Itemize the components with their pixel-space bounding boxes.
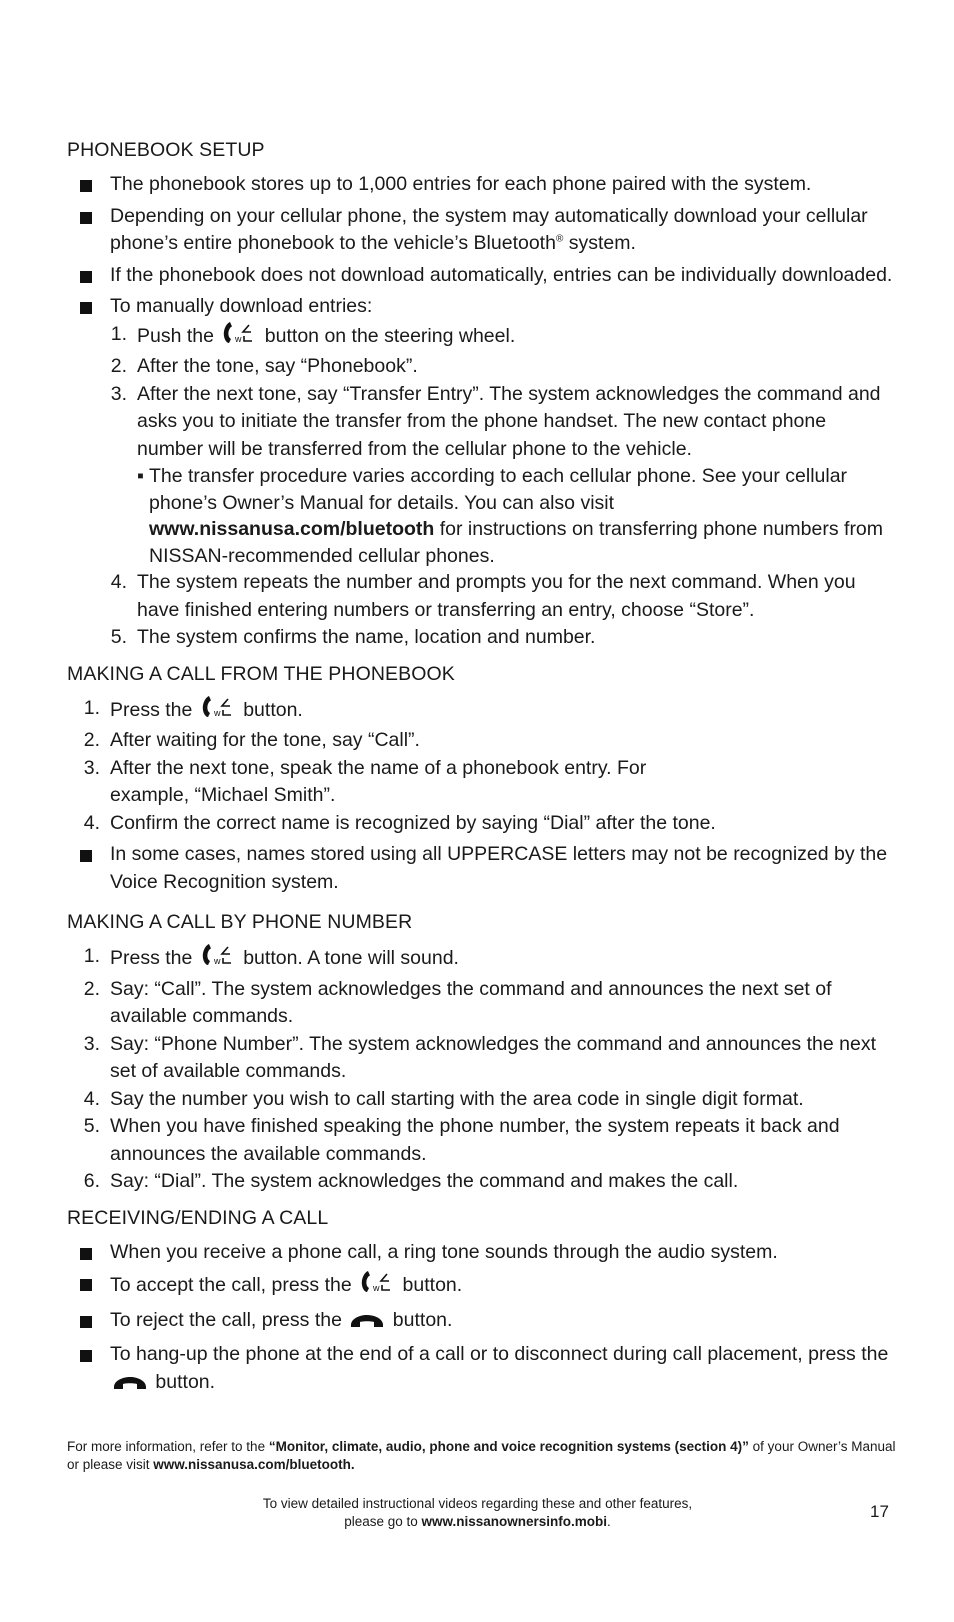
step-item: 2. Say: “Call”. The system acknowledges the command and announces the next set of available commands.: [83, 977, 832, 1027]
bullet-square-icon: [80, 850, 92, 862]
bluetooth-link[interactable]: www.nissanusa.com/bluetooth: [149, 518, 435, 540]
list-item: The phonebook stores up to 1,000 entries for each phone paired with the system.: [67, 171, 897, 199]
bullet-square-icon: [80, 212, 92, 224]
hang-up-icon: [112, 1372, 148, 1400]
step-item: 3. Say: “Phone Number”. The system acknowledges the command and announces the next set of available commands.: [83, 1032, 876, 1082]
section-heading-phonebook-setup: PHONEBOOK SETUP: [67, 139, 265, 161]
page-number: 17: [870, 1502, 889, 1521]
step-item: 2. After the tone, say “Phonebook”.: [110, 355, 418, 377]
bullet-square-icon: [80, 1279, 92, 1291]
bluetooth-link[interactable]: www.nissanusa.com/bluetooth.: [153, 1457, 355, 1472]
bullet-square-icon: [80, 302, 92, 314]
bullet-square-icon: [80, 1248, 92, 1260]
step-item: 1. Press the w button. A tone will sound.: [67, 943, 897, 976]
sub-note: ▪ The transfer procedure varies according to each cellular phone. See your cellular phone’s Owner’s Manual for details. You can also visit www.nissanusa.com/bluetooth for instructions on transferring phone numbers from NISSAN-recommended cellular phones.: [137, 465, 884, 567]
list-item: In some cases, names stored using all UPPERCASE letters may not be recognized by the Voice Recognition system.: [67, 841, 897, 896]
list-item: If the phonebook does not download automatically, entries can be individually downloaded.: [67, 262, 897, 290]
bullet-square-icon: [80, 180, 92, 192]
step-item: 4. Confirm the correct name is recognized by saying “Dial” after the tone.: [83, 811, 716, 834]
footer-note: For more information, refer to the “Monitor, climate, audio, phone and voice recognition systems (section 4)” of your Owner’s Manual or please visit www.nissanusa.com/bluetooth.: [67, 1439, 896, 1472]
svg-text:w: w: [373, 1283, 380, 1293]
step-item: 4. Say the number you wish to call starting with the area code in single digit format.: [83, 1087, 804, 1110]
bullet-square-icon: [80, 271, 92, 283]
list-item: When you receive a phone call, a ring tone sounds through the audio system.: [67, 1239, 897, 1267]
list-item: To accept the call, press the w button.: [67, 1270, 897, 1303]
step-item: 3. After the next tone, say “Transfer Entry”. The system acknowledges the command and asks you to initiate the transfer from the phone handset. The new contact phone number will be transferred from the cellular phone to the vehicle.: [110, 382, 881, 460]
phone-voice-icon: [221, 321, 257, 354]
section-heading-call-from-phonebook: MAKING A CALL FROM THE PHONEBOOK: [67, 662, 455, 685]
svg-text:w: w: [213, 956, 221, 966]
hang-up-icon: [349, 1310, 385, 1338]
step-item: 6. Say: “Dial”. The system acknowledges the command and makes the call.: [83, 1170, 739, 1192]
step-item: 5. The system confirms the name, location and number.: [110, 626, 596, 648]
step-item: 1. Press the w button.: [67, 695, 897, 728]
step-item: 5. When you have finished speaking the phone number, the system repeats it back and announces the available commands.: [83, 1115, 840, 1165]
phone-voice-icon: [200, 695, 236, 728]
list-item: To manually download entries:: [67, 293, 897, 321]
svg-text:w: w: [235, 333, 242, 344]
manual-page: [67, 138, 897, 1403]
small-bullet: ▪: [137, 465, 144, 487]
bullet-square-icon: [80, 1350, 92, 1362]
list-item: To reject the call, press the button.: [67, 1307, 897, 1338]
bullet-square-icon: [80, 1316, 92, 1328]
section-heading-receiving-ending: RECEIVING/ENDING A CALL: [67, 1206, 329, 1229]
step-item: 4. The system repeats the number and prompts you for the next command. When you have finished entering numbers or transferring an entry, choose “Store”.: [110, 571, 856, 621]
phone-voice-icon: [200, 943, 236, 976]
svg-text:w: w: [213, 707, 221, 718]
section-heading-call-by-number: MAKING A CALL BY PHONE NUMBER: [67, 911, 413, 933]
step-item: 2. After waiting for the tone, say “Call”.: [83, 729, 420, 751]
bottom-note: To view detailed instructional videos regarding these and other features, please go to www.nissanownersinfo.mobi.: [262, 1496, 693, 1529]
phone-voice-icon: [359, 1270, 395, 1303]
owners-info-link[interactable]: www.nissanownersinfo.mobi: [421, 1514, 608, 1529]
list-item: To hang-up the phone at the end of a call or to disconnect during call placement, press the button.: [67, 1341, 897, 1399]
step-item: 3. After the next tone, speak the name of a phonebook entry. For example, “Michael Smith”.: [83, 756, 647, 806]
list-item: Depending on your cellular phone, the system may automatically download your cellular phone’s entire phonebook to the vehicle’s Bluetooth® system.: [67, 203, 897, 258]
step-item: 1. Push the w button on the steering wheel.: [67, 321, 897, 354]
